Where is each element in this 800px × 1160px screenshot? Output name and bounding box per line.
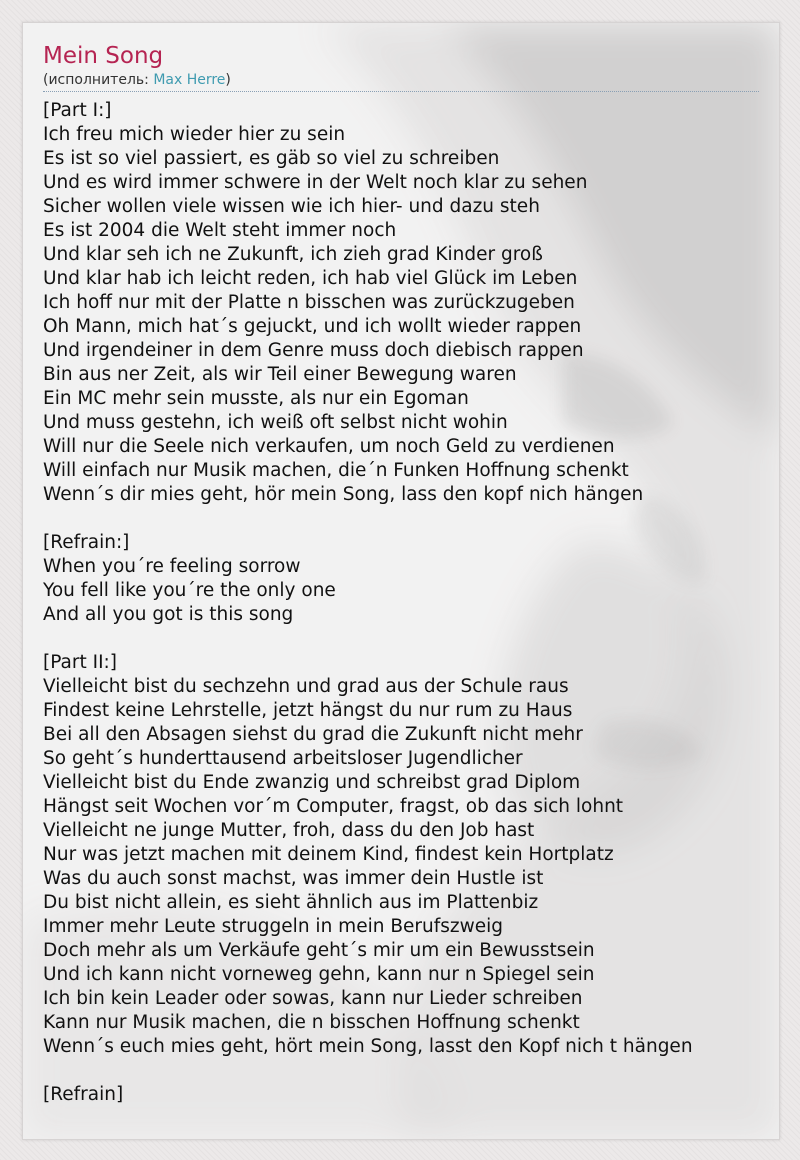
lyric-line: Und ich kann nicht vorneweg gehn, kann nur n Spiegel sein xyxy=(43,964,595,985)
lyric-blank-line xyxy=(43,627,759,651)
lyric-line: Will einfach nur Musik machen, die´n Funken Hoffnung schenkt xyxy=(43,460,629,481)
lyric-line: When you´re feeling sorrow xyxy=(43,556,301,577)
lyric-line: Bei all den Absagen siehst du grad die Zukunft nicht mehr xyxy=(43,724,583,745)
lyric-line: Ich bin kein Leader oder sowas, kann nur Lieder schreiben xyxy=(43,988,583,1009)
song-title: Mein Song xyxy=(43,43,164,69)
lyric-line: Sicher wollen viele wissen wie ich hier- und dazu steh xyxy=(43,196,540,217)
lyric-line: You fell like you´re the only one xyxy=(43,580,336,601)
lyric-line: Wenn´s dir mies geht, hör mein Song, lass den kopf nich hängen xyxy=(43,484,644,505)
lyric-line: Nur was jetzt machen mit deinem Kind, findest kein Hortplatz xyxy=(43,844,614,865)
lyric-line: Kann nur Musik machen, die n bisschen Hoffnung schenkt xyxy=(43,1012,580,1033)
lyric-line: Und es wird immer schwere in der Welt noch klar zu sehen xyxy=(43,172,588,193)
artist-line xyxy=(43,71,759,92)
lyric-line: [Refrain] xyxy=(43,1084,124,1105)
lyric-line: Vielleicht bist du Ende zwanzig und schreibst grad Diplom xyxy=(43,772,581,793)
lyric-line: Immer mehr Leute struggeln in mein Berufszweig xyxy=(43,916,503,937)
lyric-line: So geht´s hunderttausend arbeitsloser Jugendlicher xyxy=(43,748,523,769)
lyric-line: Ein MC mehr sein musste, als nur ein Egoman xyxy=(43,388,469,409)
lyric-line: Was du auch sonst machst, was immer dein Hustle ist xyxy=(43,868,544,889)
artist-link[interactable]: Max Herre xyxy=(153,72,226,88)
lyric-line: Oh Mann, mich hat´s gejuckt, und ich wollt wieder rappen xyxy=(43,316,582,337)
lyric-line: Findest keine Lehrstelle, jetzt hängst du nur rum zu Haus xyxy=(43,700,573,721)
artist-prefix: (исполнитель: xyxy=(43,72,154,88)
lyric-line: Vielleicht bist du sechzehn und grad aus der Schule raus xyxy=(43,676,569,697)
lyric-line: Und klar hab ich leicht reden, ich hab viel Glück im Leben xyxy=(43,268,578,289)
lyric-line: Will nur die Seele nich verkaufen, um noch Geld zu verdienen xyxy=(43,436,615,457)
lyric-line: Doch mehr als um Verkäufe geht´s mir um ein Bewusstsein xyxy=(43,940,595,961)
lyric-line: Wenn´s euch mies geht, hört mein Song, lasst den Kopf nich t hängen xyxy=(43,1036,693,1057)
lyric-line: Vielleicht ne junge Mutter, froh, dass du den Job hast xyxy=(43,820,535,841)
lyric-line: [Part II:] xyxy=(43,652,117,673)
song-content xyxy=(43,41,759,1107)
lyric-line: Bin aus ner Zeit, als wir Teil einer Bewegung waren xyxy=(43,364,517,385)
lyrics-card xyxy=(22,22,780,1140)
lyric-line: Du bist nicht allein, es sieht ähnlich aus im Plattenbiz xyxy=(43,892,539,913)
artist-suffix: ) xyxy=(225,72,231,88)
lyric-line: [Part I:] xyxy=(43,100,112,121)
lyrics-text xyxy=(43,99,759,1107)
lyric-line: Es ist so viel passiert, es gäb so viel zu schreiben xyxy=(43,148,500,169)
lyric-line: Es ist 2004 die Welt steht immer noch xyxy=(43,220,397,241)
lyric-line: And all you got is this song xyxy=(43,604,294,625)
lyric-line: Hängst seit Wochen vor´m Computer, fragst, ob das sich lohnt xyxy=(43,796,624,817)
lyric-line: Ich hoff nur mit der Platte n bisschen was zurückzugeben xyxy=(43,292,575,313)
lyric-line: Und irgendeiner in dem Genre muss doch diebisch rappen xyxy=(43,340,584,361)
lyric-blank-line xyxy=(43,507,759,531)
lyric-line: Und klar seh ich ne Zukunft, ich zieh grad Kinder groß xyxy=(43,244,543,265)
lyric-blank-line xyxy=(43,1059,759,1083)
lyric-line: [Refrain:] xyxy=(43,532,130,553)
lyric-line: Und muss gestehn, ich weiß oft selbst nicht wohin xyxy=(43,412,508,433)
lyric-line: Ich freu mich wieder hier zu sein xyxy=(43,124,346,145)
